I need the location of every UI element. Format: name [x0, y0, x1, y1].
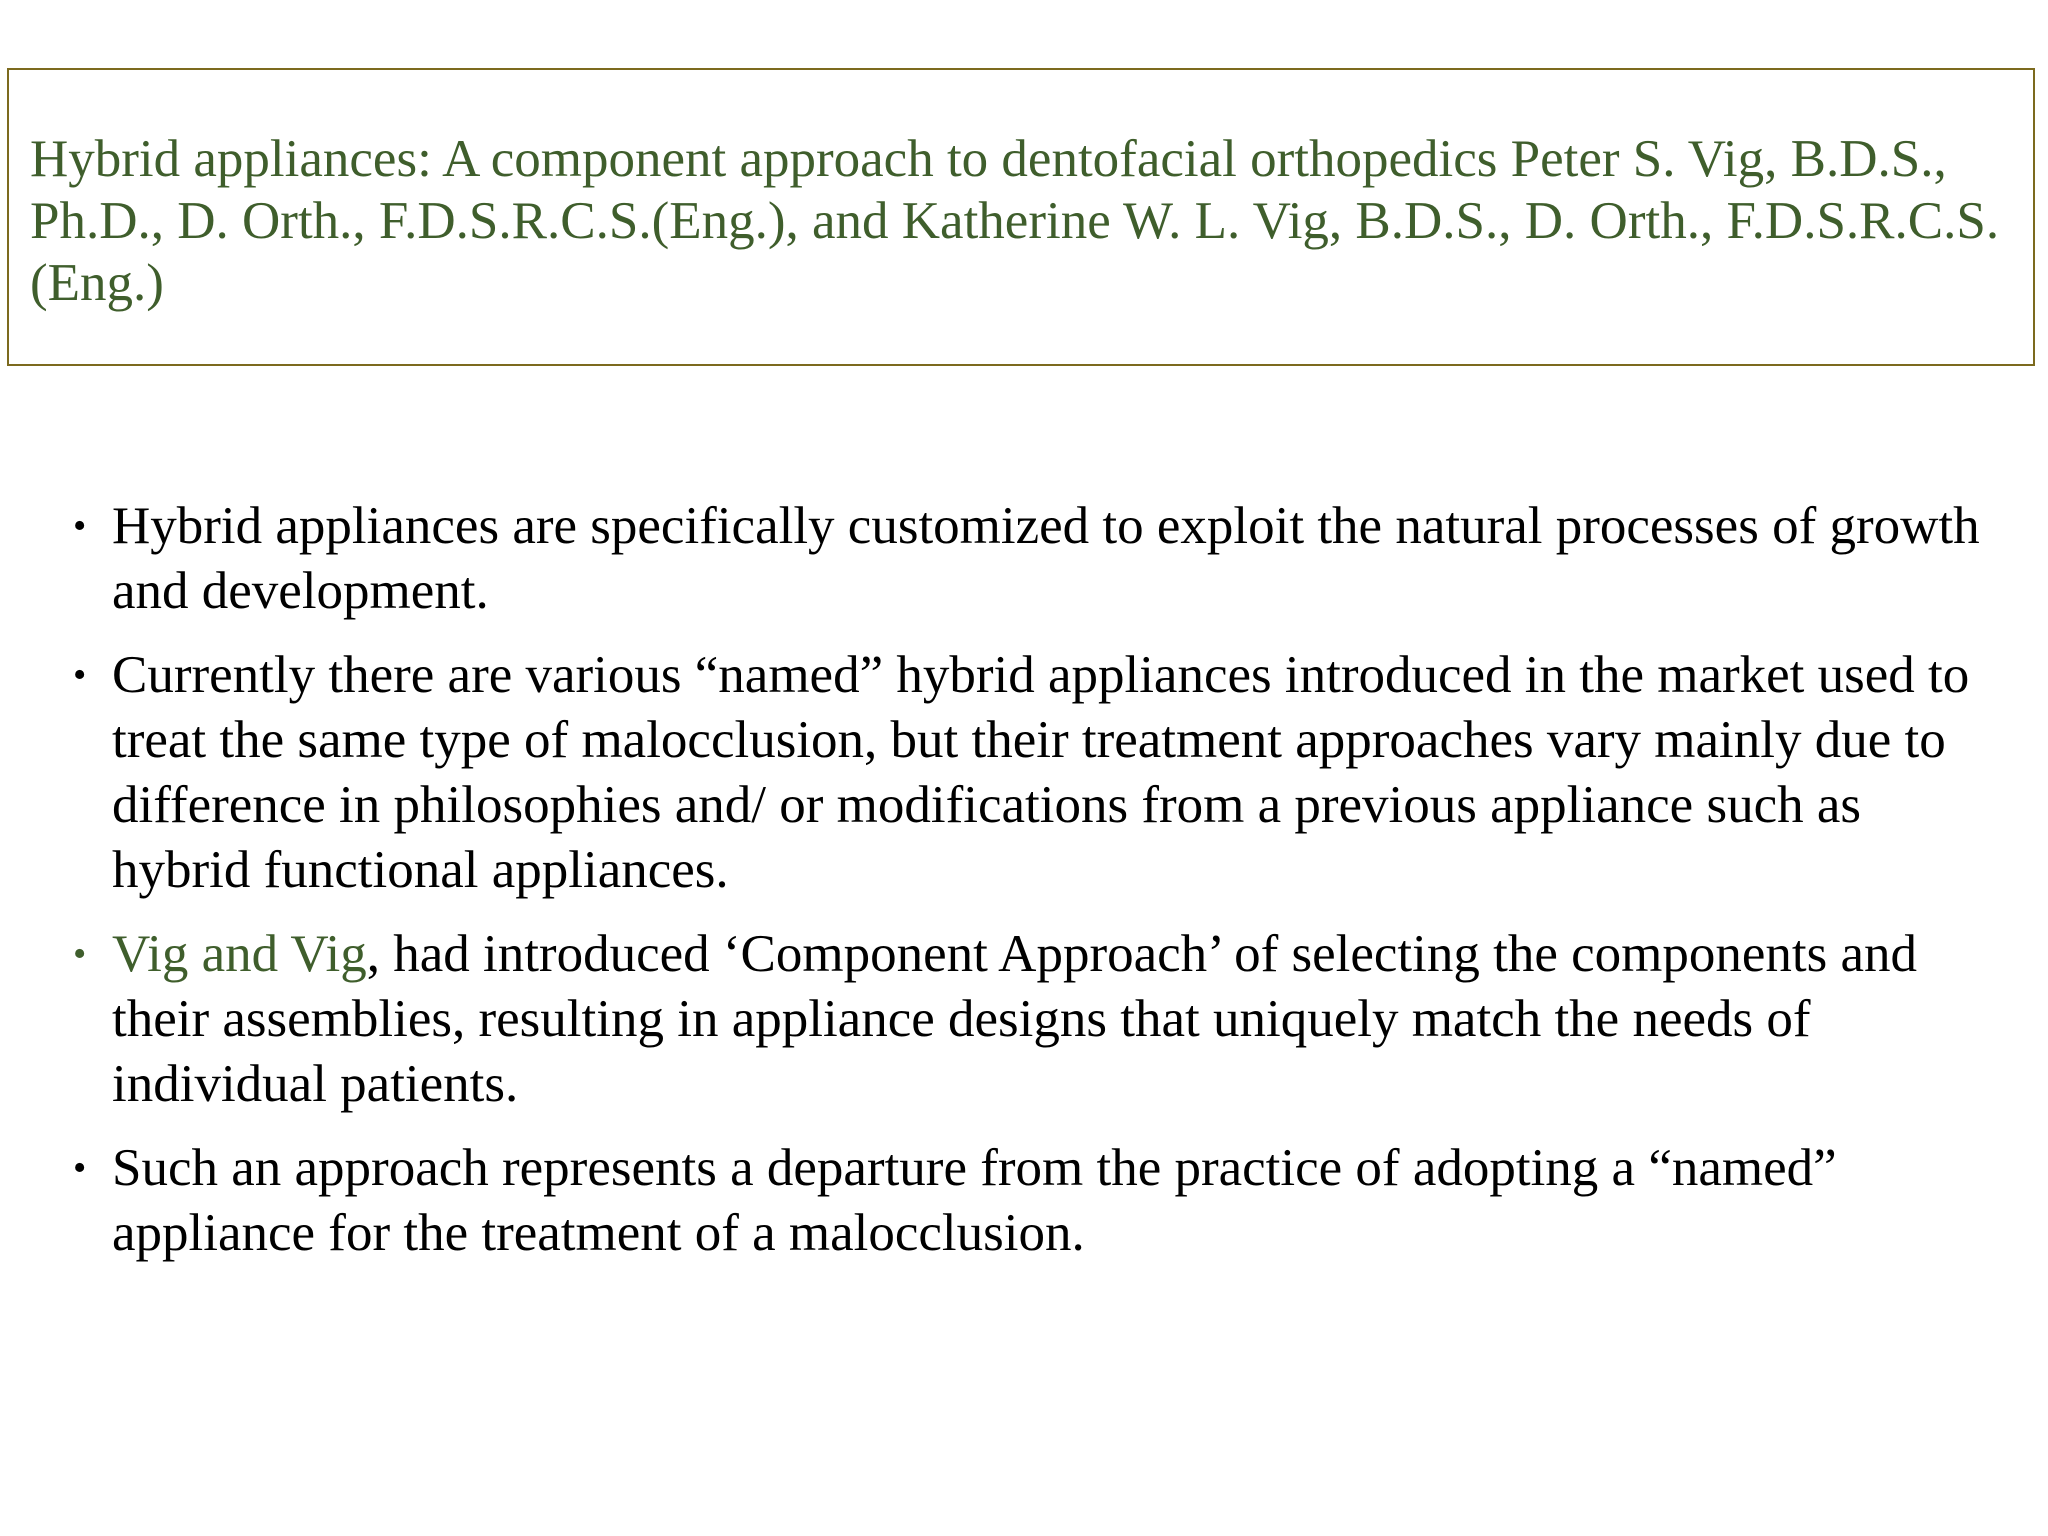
bullet-dot-icon: • — [73, 933, 87, 975]
bullet-dot-icon: • — [73, 1147, 87, 1189]
bullet-item — [0, 643, 2048, 903]
bullet-list — [0, 494, 2048, 1285]
bullet-text: Such an approach represents a departure from the practice of adopting a “named” appliance for the treatment of a malocclusion. — [112, 1139, 1837, 1262]
bullet-dot-icon: • — [73, 654, 87, 696]
bullet-item — [0, 494, 2048, 624]
bullet-dot-icon: • — [73, 505, 87, 547]
bullet-text: Currently there are various “named” hybrid appliances introduced in the market used to treat the same type of malocclusion, but their treatment approaches vary mainly due to difference in philosophies and/ or modifications from a previous appliance such as hybrid functional appliances. — [112, 646, 1970, 899]
bullet-text: Hybrid appliances are specifically customized to exploit the natural processes of growth and development. — [112, 497, 1980, 620]
bullet-item — [0, 1136, 2048, 1266]
bullet-text: , had introduced ‘Component Approach’ of selecting the components and their assemblies, resulting in appliance designs that uniquely match the needs of individual patients. — [112, 925, 1918, 1113]
slide-title: Hybrid appliances: A component approach to dentofacial orthopedics Peter S. Vig, B.D.S., Ph.D., D. Orth., F.D.S.R.C.S.(Eng.), and Katherine W. L. Vig, B.D.S., D. Orth., F.D.S.R.C.S.(Eng.) — [30, 130, 2000, 312]
bullet-item — [0, 922, 2048, 1117]
author-highlight: Vig and Vig — [112, 925, 367, 983]
title-box — [7, 68, 2035, 366]
